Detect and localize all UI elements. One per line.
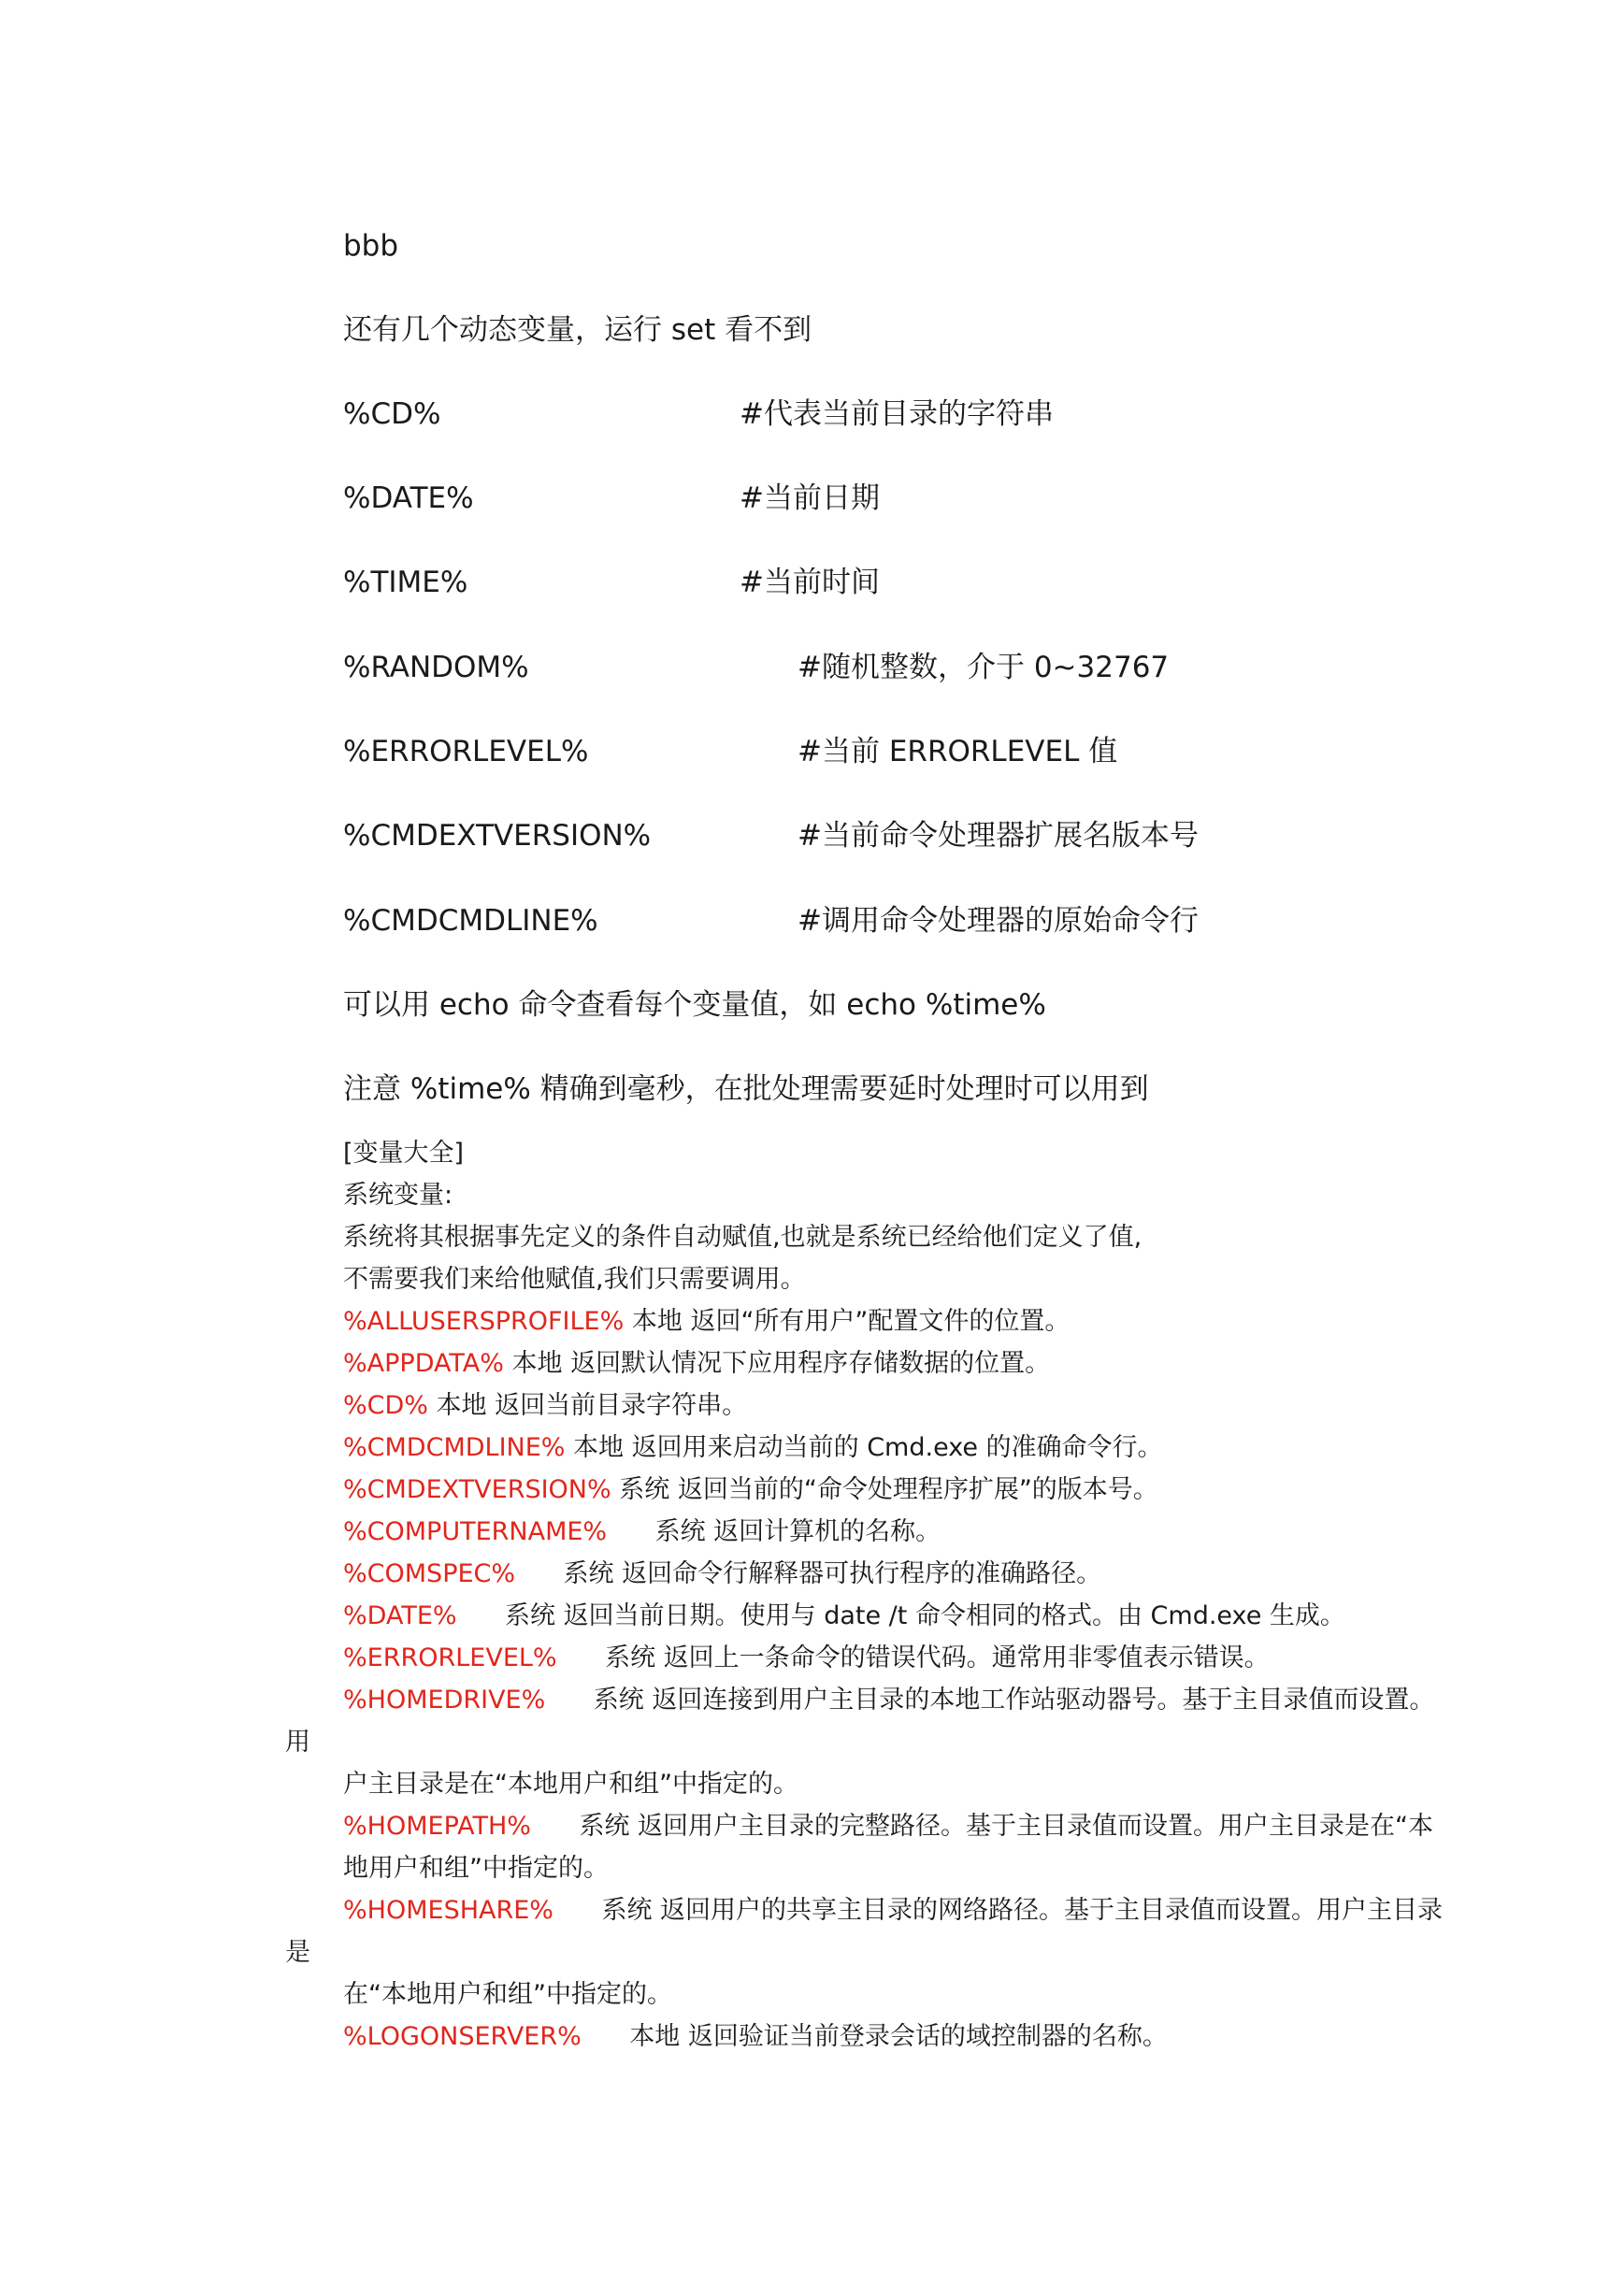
var-name: %LOGONSERVER% (343, 2022, 582, 2051)
var-desc: 系统 返回用户主目录的完整路径。基于主目录值而设置。用户主目录是在“本 (530, 1812, 1434, 1841)
section-subtitle: 系统变量: (343, 1181, 453, 1210)
var-name: %DATE% (343, 481, 474, 515)
var-desc: 本地 返回当前目录字符串。 (427, 1391, 748, 1420)
note-time: 注意 %time% 精确到毫秒，在批处理需要延时处理时可以用到 (343, 1072, 1149, 1106)
system-var-row (343, 1393, 747, 1418)
var-name: %ERRORLEVEL% (343, 735, 589, 768)
var-comment: #调用命令处理器的原始命令行 (798, 904, 1199, 938)
heading-dynamic-vars: 还有几个动态变量，运行 set 看不到 (343, 313, 812, 347)
var-name: %RANDOM% (343, 651, 529, 684)
dynamic-var-row (343, 735, 1118, 768)
var-desc: 系统 返回上一条命令的错误代码。通常用非零值表示错误。 (556, 1643, 1270, 1672)
note-echo: 可以用 echo 命令查看每个变量值，如 echo %time% (343, 988, 1046, 1022)
var-name: %HOMEDRIVE% (343, 1686, 546, 1715)
dynamic-var-row (343, 904, 1199, 938)
wrapped-char: 用 (285, 1728, 310, 1757)
var-desc: 本地 返回默认情况下应用程序存储数据的位置。 (503, 1349, 1051, 1378)
system-var-row (343, 1519, 941, 1544)
wrapped-continuation: 在“本地用户和组”中指定的。 (343, 1980, 672, 2009)
var-desc: 系统 返回当前日期。使用与 date /t 命令相同的格式。由 Cmd.exe 生成。 (456, 1601, 1345, 1630)
system-var-row (343, 1603, 1345, 1629)
var-name: %HOMEPATH% (343, 1812, 531, 1841)
system-var-row (343, 1645, 1270, 1671)
var-desc: 系统 返回用户的共享主目录的网络路径。基于主目录值而设置。用户主目录 (553, 1896, 1444, 1925)
var-desc: 系统 返回连接到用户主目录的本地工作站驱动器号。基于主目录值而设置。 (545, 1686, 1435, 1715)
section-title: [变量大全] (343, 1139, 465, 1168)
var-comment: #当前时间 (740, 566, 880, 599)
var-name: %HOMESHARE% (343, 1896, 553, 1925)
var-desc: 本地 返回用来启动当前的 Cmd.exe 的准确命令行。 (565, 1433, 1163, 1462)
var-name: %CMDCMDLINE% (343, 1433, 566, 1462)
var-name: %DATE% (343, 1601, 457, 1630)
var-comment: #当前 ERRORLEVEL 值 (798, 735, 1118, 768)
wrapped-char: 是 (285, 1938, 310, 1967)
var-name: %CMDEXTVERSION% (343, 1475, 611, 1504)
var-comment: #随机整数，介于 0~32767 (798, 651, 1170, 684)
dynamic-var-row (343, 397, 1054, 431)
var-desc: 系统 返回当前的“命令处理程序扩展”的版本号。 (611, 1475, 1158, 1504)
system-var-row (343, 2024, 1168, 2049)
system-var-row (343, 1687, 1434, 1713)
text-fragment: bbb (343, 229, 399, 263)
var-name: %APPDATA% (343, 1349, 504, 1378)
system-var-row (343, 1351, 1050, 1376)
system-var-row (343, 1309, 1070, 1334)
var-desc: 系统 返回计算机的名称。 (607, 1517, 941, 1546)
wrapped-continuation: 户主目录是在“本地用户和组”中指定的。 (343, 1770, 798, 1799)
var-name: %CMDCMDLINE% (343, 904, 598, 938)
var-name: %CD% (343, 1391, 428, 1420)
var-desc: 本地 返回验证当前登录会话的域控制器的名称。 (581, 2022, 1168, 2051)
var-name: %TIME% (343, 566, 468, 599)
var-comment: #当前命令处理器扩展名版本号 (798, 819, 1199, 853)
system-var-row (343, 1561, 1101, 1586)
var-name: %CMDEXTVERSION% (343, 819, 652, 853)
var-name: %CD% (343, 397, 441, 431)
system-var-row (343, 1477, 1158, 1502)
var-comment: #当前日期 (740, 481, 880, 515)
var-desc: 系统 返回命令行解释器可执行程序的准确路径。 (515, 1559, 1102, 1588)
dynamic-var-row (343, 481, 880, 515)
system-var-row (343, 1898, 1443, 1923)
system-var-row (343, 1814, 1433, 1839)
section-paragraph: 系统将其根据事先定义的条件自动赋值,也就是系统已经给他们定义了值, (343, 1223, 1143, 1252)
var-name: %COMSPEC% (343, 1559, 516, 1588)
dynamic-var-row (343, 651, 1170, 684)
dynamic-var-row (343, 819, 1199, 853)
section-paragraph: 不需要我们来给他赋值,我们只需要调用。 (343, 1265, 806, 1294)
var-name: %ERRORLEVEL% (343, 1643, 557, 1672)
var-desc: 本地 返回“所有用户”配置文件的位置。 (624, 1307, 1071, 1336)
wrapped-continuation: 地用户和组”中指定的。 (343, 1854, 609, 1883)
system-var-row (343, 1435, 1163, 1460)
dynamic-var-row (343, 566, 880, 599)
var-comment: #代表当前目录的字符串 (740, 397, 1054, 431)
var-name: %ALLUSERSPROFILE% (343, 1307, 625, 1336)
var-name: %COMPUTERNAME% (343, 1517, 608, 1546)
